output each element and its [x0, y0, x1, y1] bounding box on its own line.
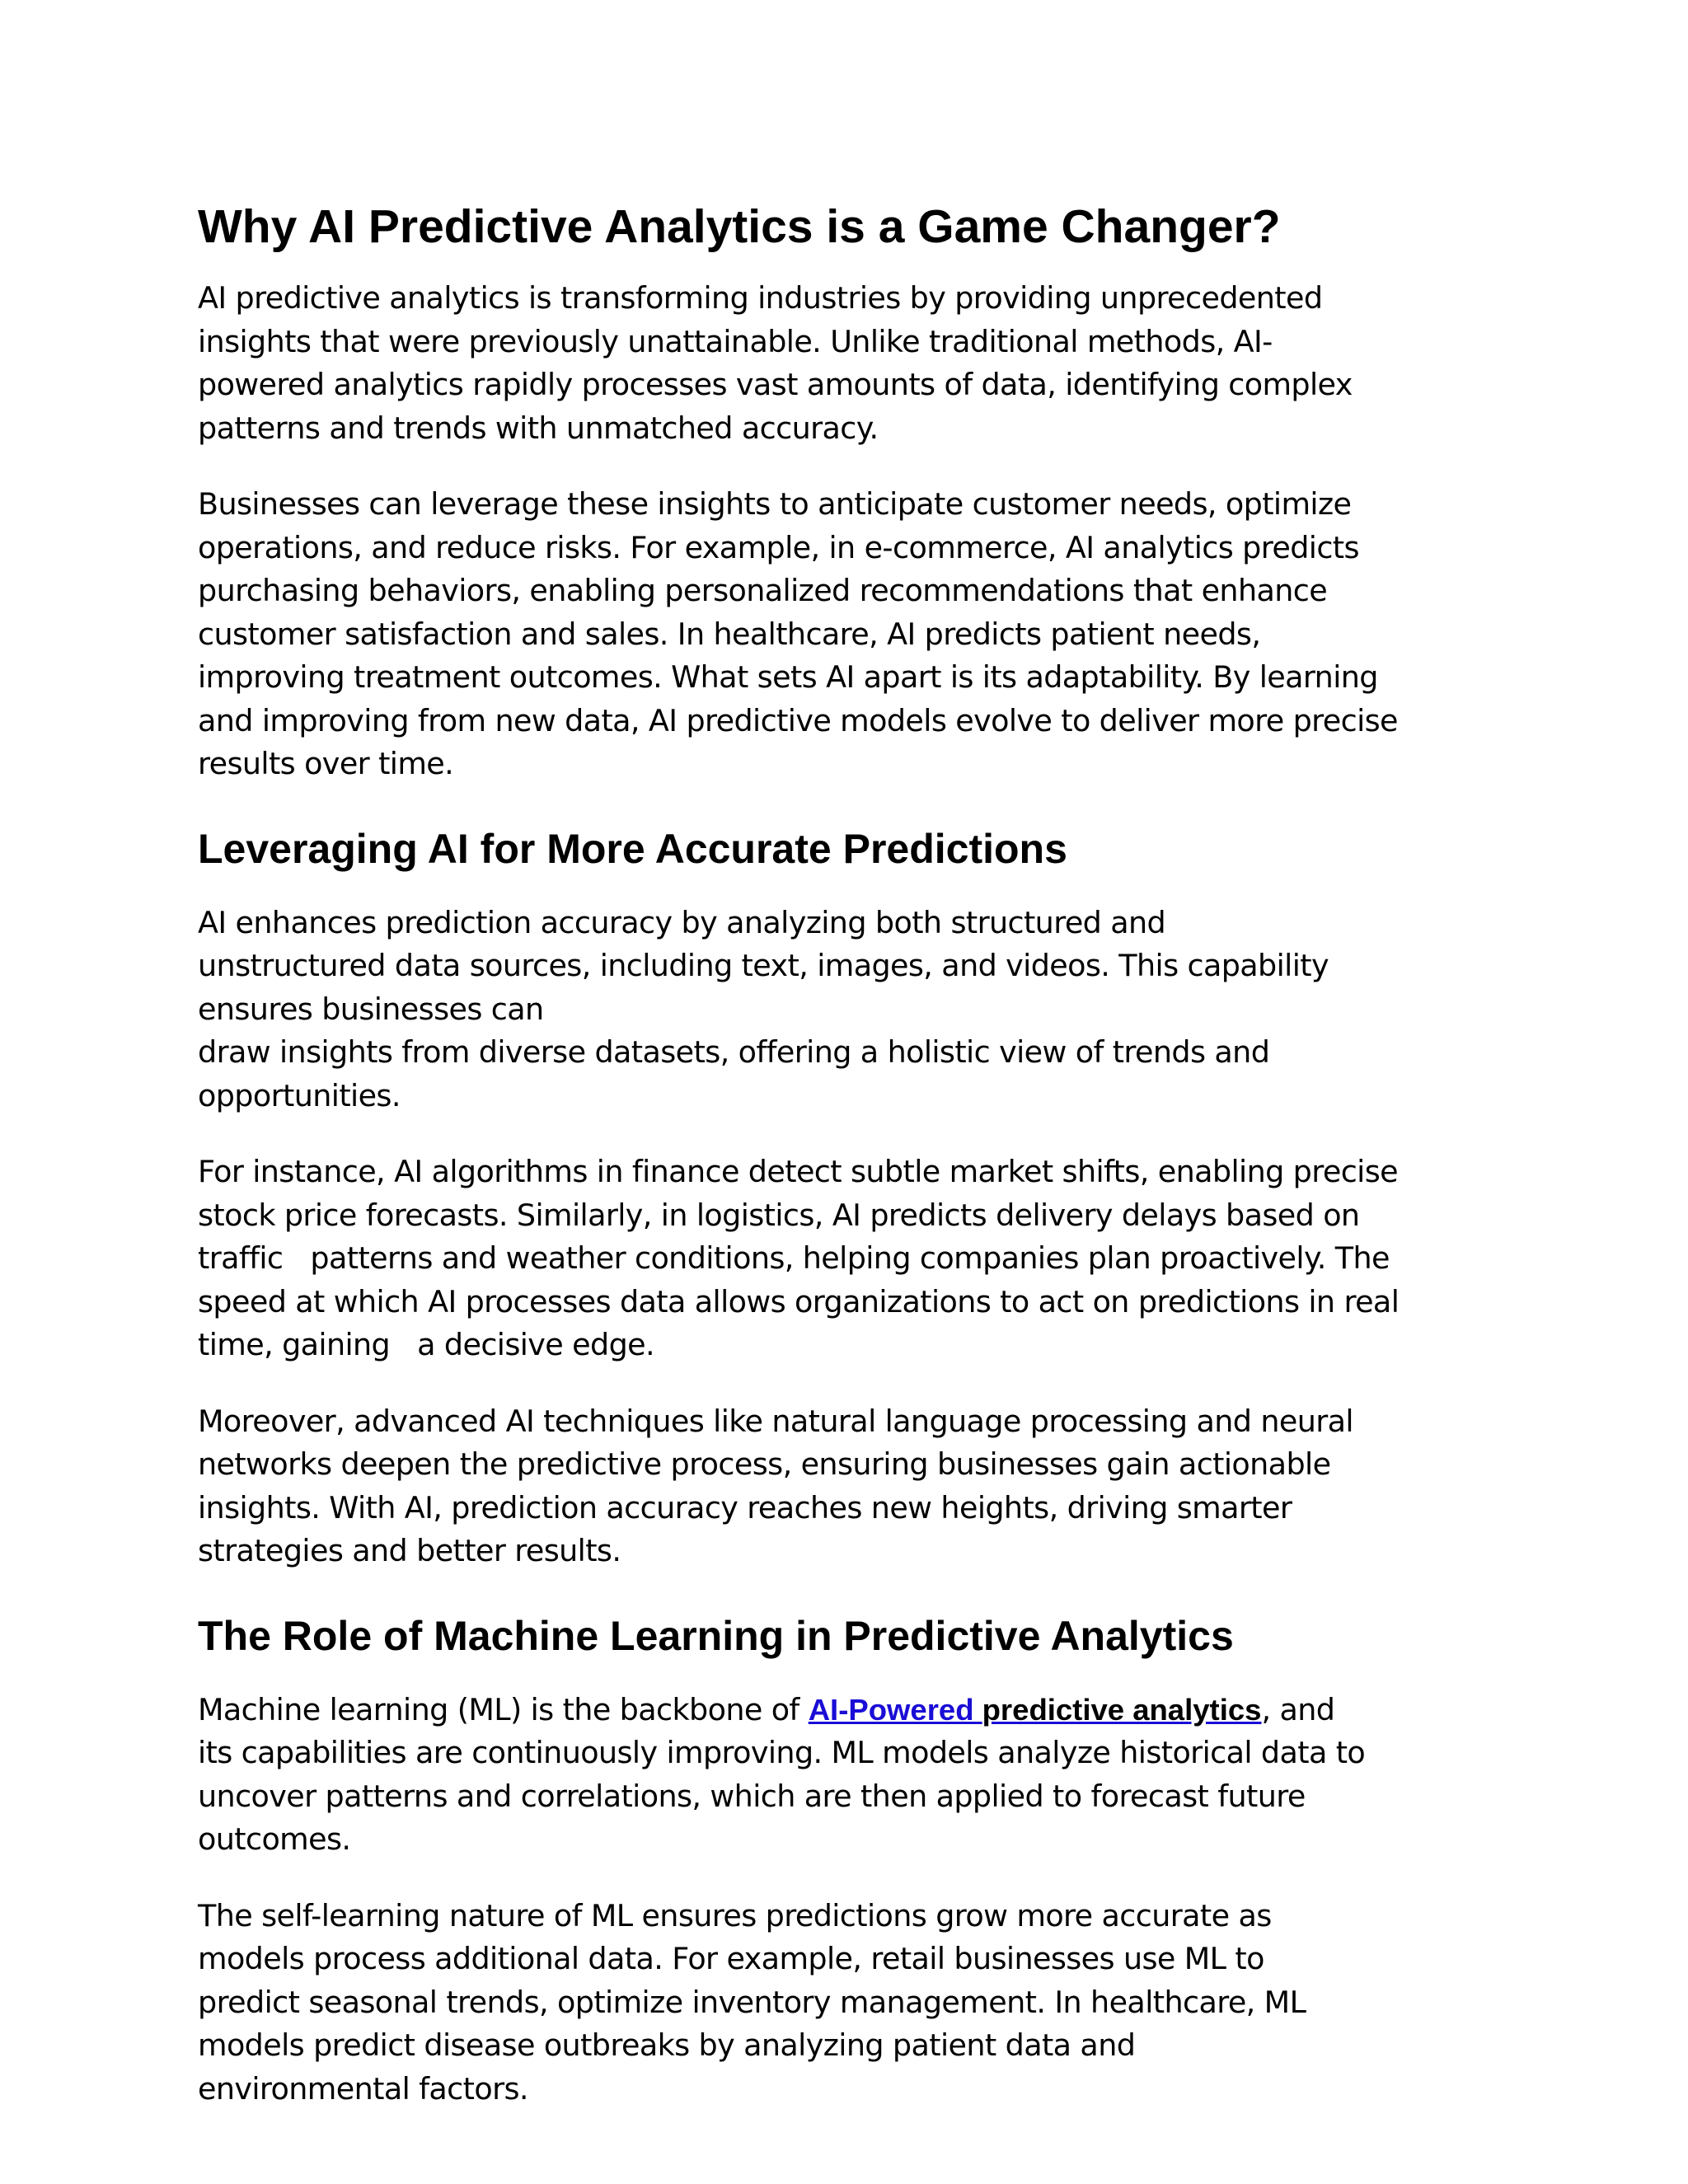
- text-line: stock price forecasts. Similarly, in logistics, AI predicts delivery delays based on: [198, 1197, 1360, 1233]
- predictive-analytics-link[interactable]: predictive analytics: [982, 1692, 1262, 1727]
- text-line: models process additional data. For example, retail businesses use ML to: [198, 1941, 1264, 1976]
- text-line: opportunities.: [198, 1077, 401, 1113]
- text-line: predict seasonal trends, optimize inventory management. In healthcare, ML: [198, 1984, 1306, 2020]
- text-line: its capabilities are continuously improving. ML models analyze historical data to: [198, 1735, 1366, 1770]
- text-line: For instance, AI algorithms in finance detect subtle market shifts, enabling precise: [198, 1154, 1398, 1189]
- text-line: time, gaining a decisive edge.: [198, 1327, 654, 1362]
- text-line: unstructured data sources, including text, images, and videos. This capability: [198, 948, 1329, 983]
- ml-paragraph-1: [198, 1689, 1500, 1862]
- text-line: speed at which AI processes data allows organizations to act on predictions in real: [198, 1283, 1400, 1319]
- text-line: models predict disease outbreaks by analyzing patient data and: [198, 2027, 1136, 2063]
- text-line: outcomes.: [198, 1821, 351, 1857]
- text-line: draw insights from diverse datasets, offering a holistic view of trends and: [198, 1034, 1270, 1070]
- ml-paragraph-2: [198, 1895, 1500, 2111]
- text-line: insights that were previously unattainable. Unlike traditional methods, AI-: [198, 323, 1273, 359]
- text-line: Moreover, advanced AI techniques like natural language processing and neural: [198, 1403, 1353, 1439]
- text-line: uncover patterns and correlations, which are then applied to forecast future: [198, 1778, 1306, 1814]
- text-line: networks deepen the predictive process, ensuring businesses gain actionable: [198, 1446, 1331, 1482]
- text-line: powered analytics rapidly processes vast amounts of data, identifying complex: [198, 367, 1353, 402]
- text-line: patterns and trends with unmatched accuracy.: [198, 410, 879, 446]
- text-line: insights. With AI, prediction accuracy reaches new heights, driving smarter: [198, 1489, 1292, 1526]
- accuracy-paragraph-1: [198, 902, 1500, 1118]
- text-line: operations, and reduce risks. For example, in e-commerce, AI analytics predicts: [198, 529, 1359, 565]
- text-line: AI predictive analytics is transforming industries by providing unprecedented: [198, 280, 1323, 316]
- accuracy-paragraph-3: [198, 1400, 1500, 1573]
- document-page: [198, 194, 1500, 2144]
- section-heading-accurate-predictions: Leveraging AI for More Accurate Predictions: [198, 825, 1067, 872]
- ai-powered-link[interactable]: AI-Powered: [808, 1692, 982, 1727]
- text-line: traffic patterns and weather conditions, helping companies plan proactively. The: [198, 1240, 1390, 1276]
- text-line: strategies and better results.: [198, 1533, 621, 1568]
- text-line: customer satisfaction and sales. In healthcare, AI predicts patient needs,: [198, 616, 1261, 652]
- page-title: Why AI Predictive Analytics is a Game Changer?: [198, 200, 1281, 253]
- intro-paragraph-1: [198, 277, 1500, 450]
- text-line-with-link: [198, 1689, 1500, 1732]
- text-line: environmental factors.: [198, 2070, 528, 2107]
- text-line: The self-learning nature of ML ensures predictions grow more accurate as: [198, 1897, 1272, 1933]
- text-fragment: Machine learning (ML) is the backbone of: [198, 1691, 809, 1727]
- text-line: purchasing behaviors, enabling personalized recommendations that enhance: [198, 573, 1328, 608]
- text-line: Businesses can leverage these insights to anticipate customer needs, optimize: [198, 486, 1352, 522]
- intro-paragraph-2: [198, 483, 1500, 786]
- text-fragment: , and: [1261, 1691, 1335, 1727]
- text-line: ensures businesses can: [198, 991, 544, 1027]
- text-line: and improving from new data, AI predictive models evolve to deliver more precise: [198, 702, 1398, 738]
- text-line: results over time.: [198, 746, 454, 781]
- text-line: AI enhances prediction accuracy by analyzing both structured and: [198, 904, 1166, 940]
- accuracy-paragraph-2: [198, 1151, 1500, 1367]
- text-line: improving treatment outcomes. What sets AI apart is its adaptability. By learning: [198, 659, 1378, 695]
- section-heading-machine-learning: The Role of Machine Learning in Predictive Analytics: [198, 1612, 1234, 1659]
